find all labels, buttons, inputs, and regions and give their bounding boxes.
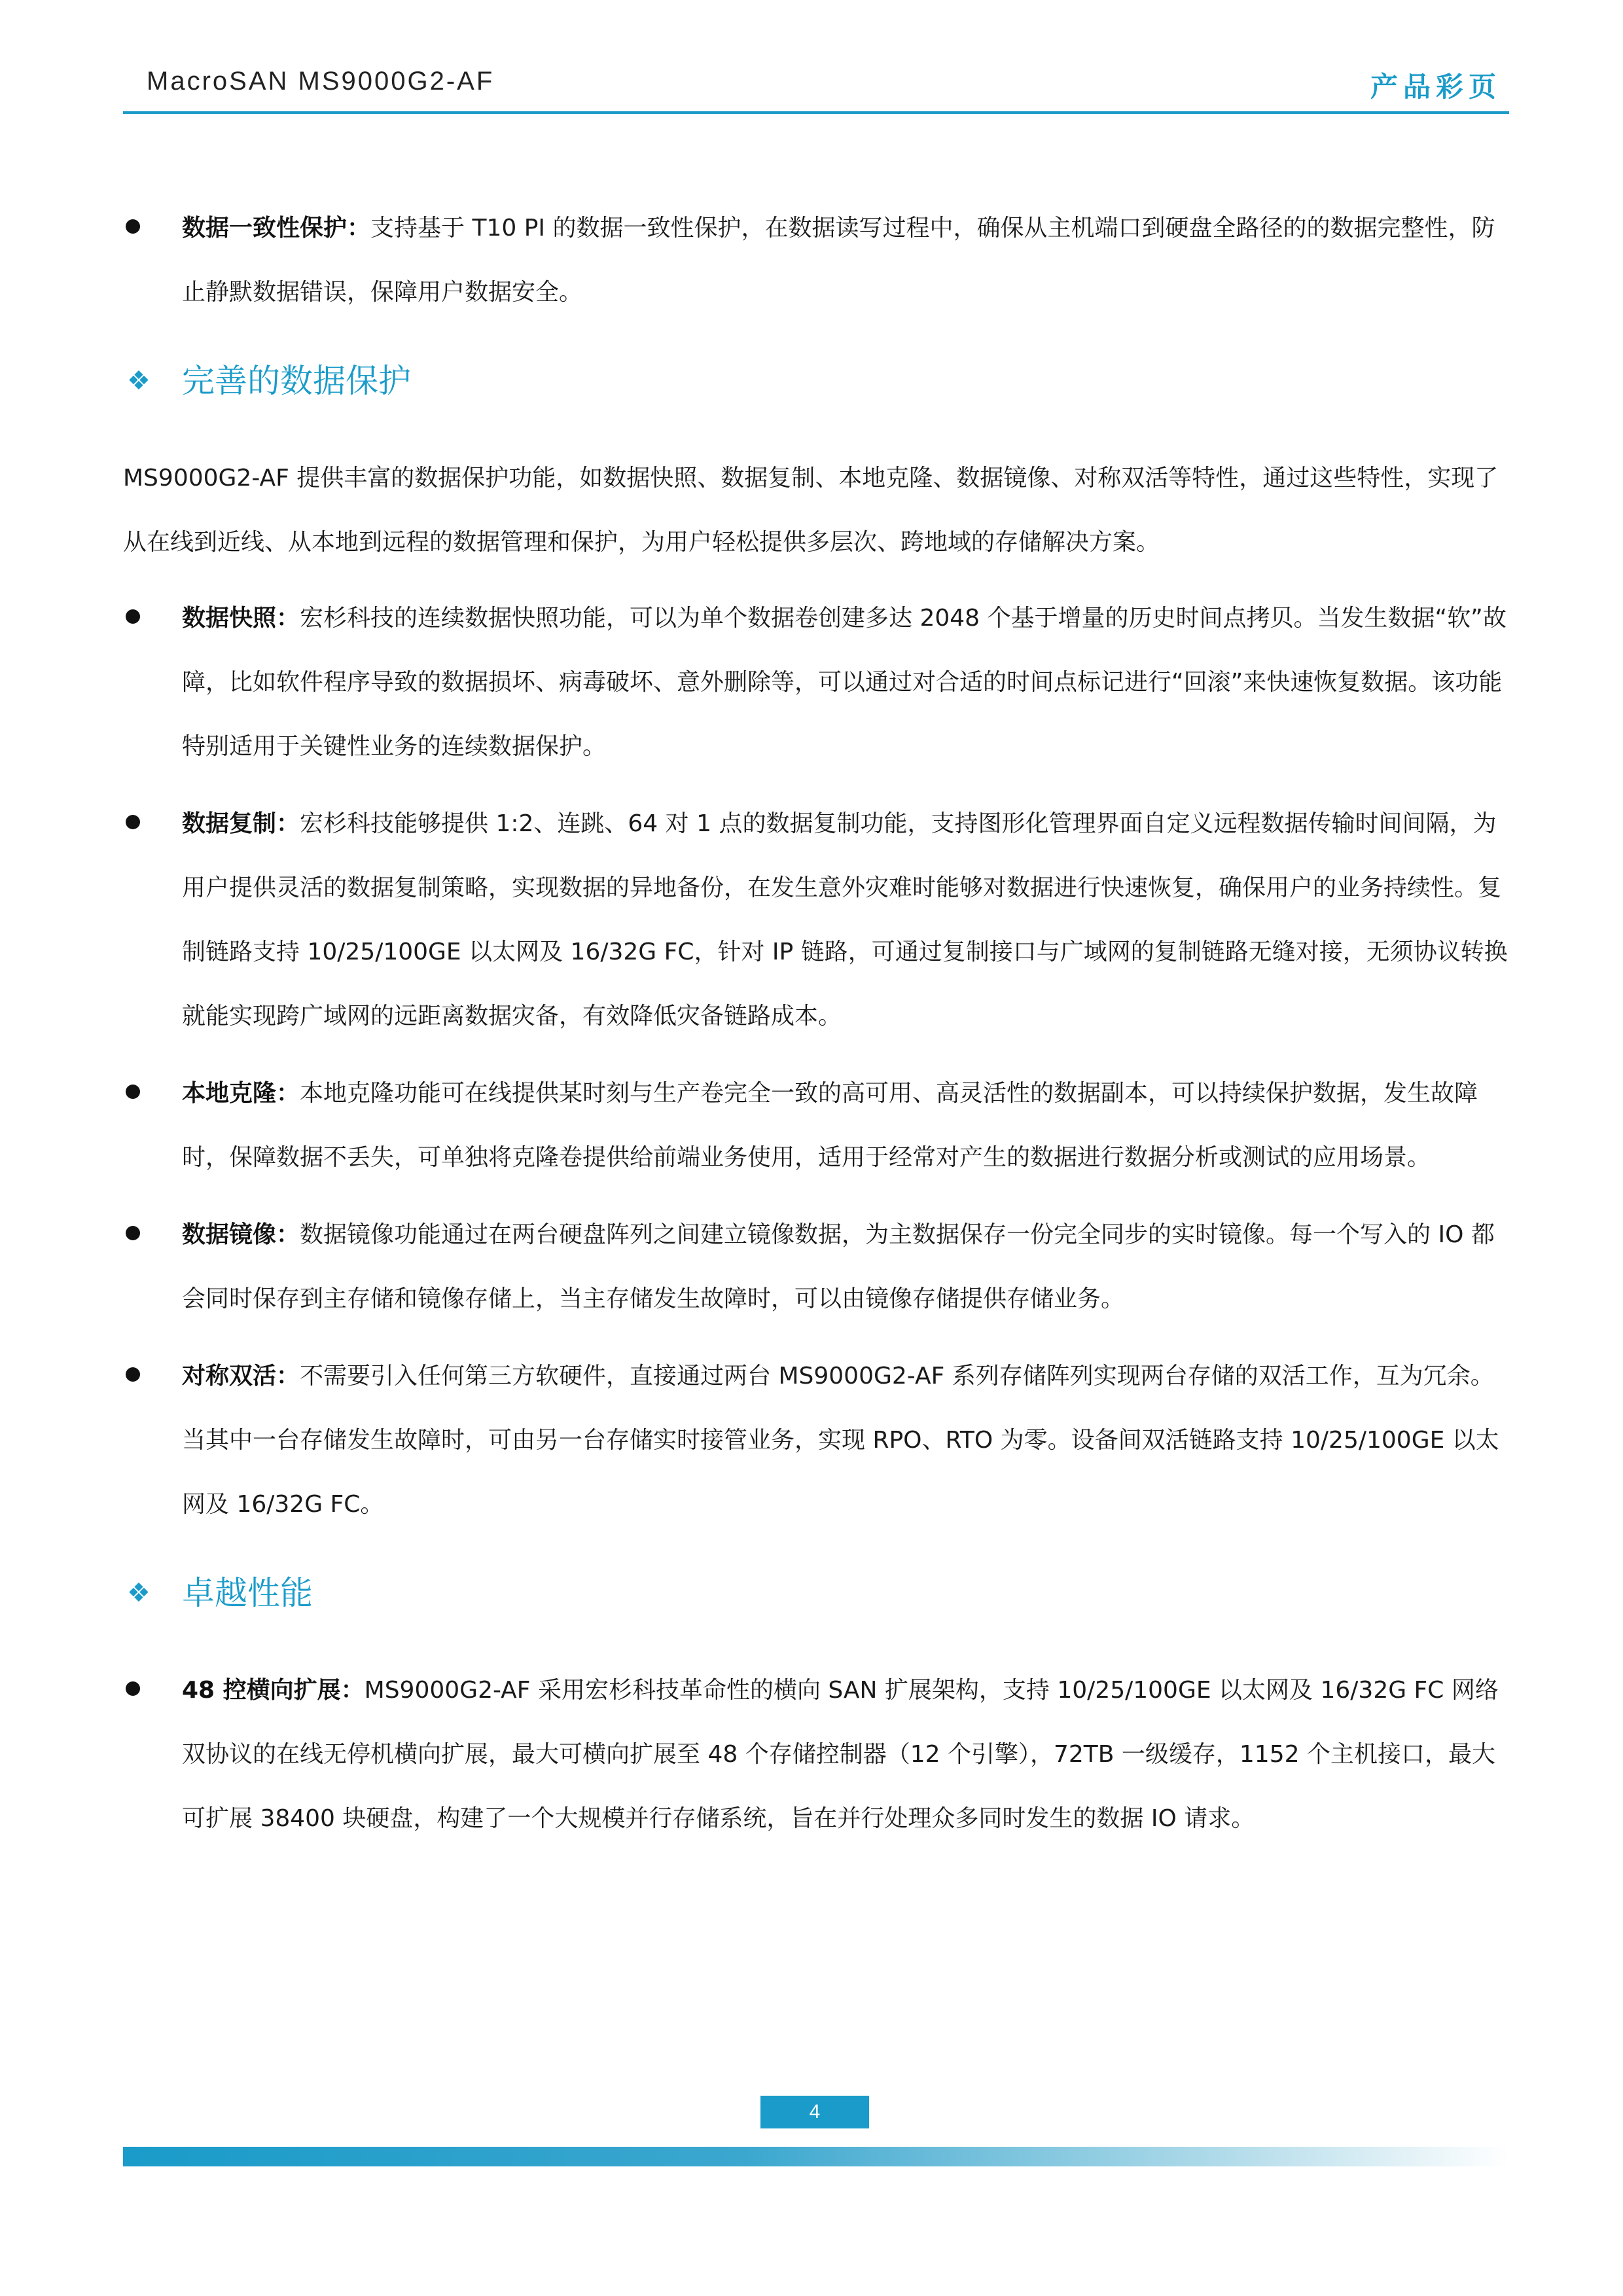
- bullet-dot-icon: [126, 815, 140, 829]
- section-heading-text: 卓越性能: [182, 1574, 313, 1612]
- section-heading-data-protection: [123, 348, 1509, 414]
- bullet-dot-icon: [126, 1681, 140, 1696]
- diamond-bullet-icon: ❖: [127, 366, 151, 396]
- bullet-term: 数据快照：: [182, 605, 300, 632]
- bullet-dot-icon: [126, 609, 140, 624]
- bullet-text: 本地克隆功能可在线提供某时刻与生产卷完全一致的高可用、高灵活性的数据副本，可以持续保护数据，发生故障时，保障数据不丢失，可单独将克隆卷提供给前端业务使用，适用于经常对产生的数据进行数据分析或测试的应用场景。: [182, 1080, 1478, 1171]
- diamond-bullet-icon: ❖: [127, 1578, 151, 1608]
- bullet-term: 48 控横向扩展：: [182, 1677, 365, 1704]
- bullet-term: 对称双活：: [182, 1363, 300, 1390]
- bullet-text: 不需要引入任何第三方软硬件，直接通过两台 MS9000G2-AF 系列存储阵列实现两台存储的双活工作，互为冗余。当其中一台存储发生故障时，可由另一台存储实时接管业务，实现 RPO、RTO 为零。设备间双活链路支持 10/25/100GE 以太网及 16/32G FC。: [182, 1363, 1499, 1518]
- header-product-name: MacroSAN MS9000G2-AF: [147, 67, 495, 96]
- bullet-scale-out: [123, 1659, 1509, 1851]
- bullet-data-consistency: [123, 196, 1509, 325]
- bullet-term: 数据复制：: [182, 810, 300, 837]
- bullet-term: 本地克隆：: [182, 1080, 300, 1107]
- header-divider: [123, 111, 1509, 114]
- section-heading-text: 完善的数据保护: [182, 362, 411, 400]
- bullet-mirroring: [123, 1203, 1509, 1331]
- bullet-dot-icon: [126, 1367, 140, 1382]
- page-header: [123, 60, 1509, 113]
- bullet-text: 宏杉科技能够提供 1:2、连跳、64 对 1 点的数据复制功能，支持图形化管理界面自定义远程数据传输时间间隔，为用户提供灵活的数据复制策略，实现数据的异地备份，在发生意外灾难时能够对数据进行快速恢复，确保用户的业务持续性。复制链路支持 10/25/100GE 以太网及 16/32G FC，针对 IP 链路，可通过复制接口与广域网的复制链路无缝对接，无须协议转换就能实现跨广域网的远距离数据灾备，有效降低灾备链路成本。: [182, 810, 1508, 1030]
- bullet-local-clone: [123, 1062, 1509, 1190]
- bullet-term: 数据镜像：: [182, 1221, 300, 1248]
- header-brochure-label: 产品彩页: [1370, 71, 1501, 103]
- bullet-dot-icon: [126, 1226, 140, 1240]
- bullet-snapshot: [123, 586, 1509, 779]
- page-number: 4: [760, 2096, 869, 2128]
- document-body: [123, 196, 1509, 1864]
- bullet-replication: [123, 792, 1509, 1049]
- bullet-active-active: [123, 1344, 1509, 1537]
- section-heading-performance: [123, 1560, 1509, 1626]
- bullet-text: 支持基于 T10 PI 的数据一致性保护，在数据读写过程中，确保从主机端口到硬盘全路径的的数据完整性，防止静默数据错误，保障用户数据安全。: [182, 215, 1495, 306]
- bullet-dot-icon: [126, 219, 140, 234]
- bullet-text: MS9000G2-AF 采用宏杉科技革命性的横向 SAN 扩展架构，支持 10/25/100GE 以太网及 16/32G FC 网络双协议的在线无停机横向扩展，最大可横向扩展至 48 个存储控制器（12 个引擎），72TB 一级缓存，1152 个主机接口，最大可扩展 38400 块硬盘，构建了一个大规模并行存储系统，旨在并行处理众多同时发生的数据 IO 请求。: [182, 1677, 1499, 1832]
- bullet-dot-icon: [126, 1085, 140, 1099]
- bullet-term: 数据一致性保护：: [182, 215, 371, 242]
- bullet-text: 数据镜像功能通过在两台硬盘阵列之间建立镜像数据，为主数据保存一份完全同步的实时镜像。每一个写入的 IO 都会同时保存到主存储和镜像存储上，当主存储发生故障时，可以由镜像存储提供存储业务。: [182, 1221, 1495, 1312]
- section-intro-paragraph: MS9000G2-AF 提供丰富的数据保护功能，如数据快照、数据复制、本地克隆、数据镜像、对称双活等特性，通过这些特性，实现了从在线到近线、从本地到远程的数据管理和保护，为用户轻松提供多层次、跨地域的存储解决方案。: [123, 465, 1499, 556]
- footer-gradient-bar: [123, 2147, 1509, 2166]
- bullet-text: 宏杉科技的连续数据快照功能，可以为单个数据卷创建多达 2048 个基于增量的历史时间点拷贝。当发生数据“软”故障，比如软件程序导致的数据损坏、病毒破坏、意外删除等，可以通过对合适的时间点标记进行“回滚”来快速恢复数据。该功能特别适用于关键性业务的连续数据保护。: [182, 605, 1507, 760]
